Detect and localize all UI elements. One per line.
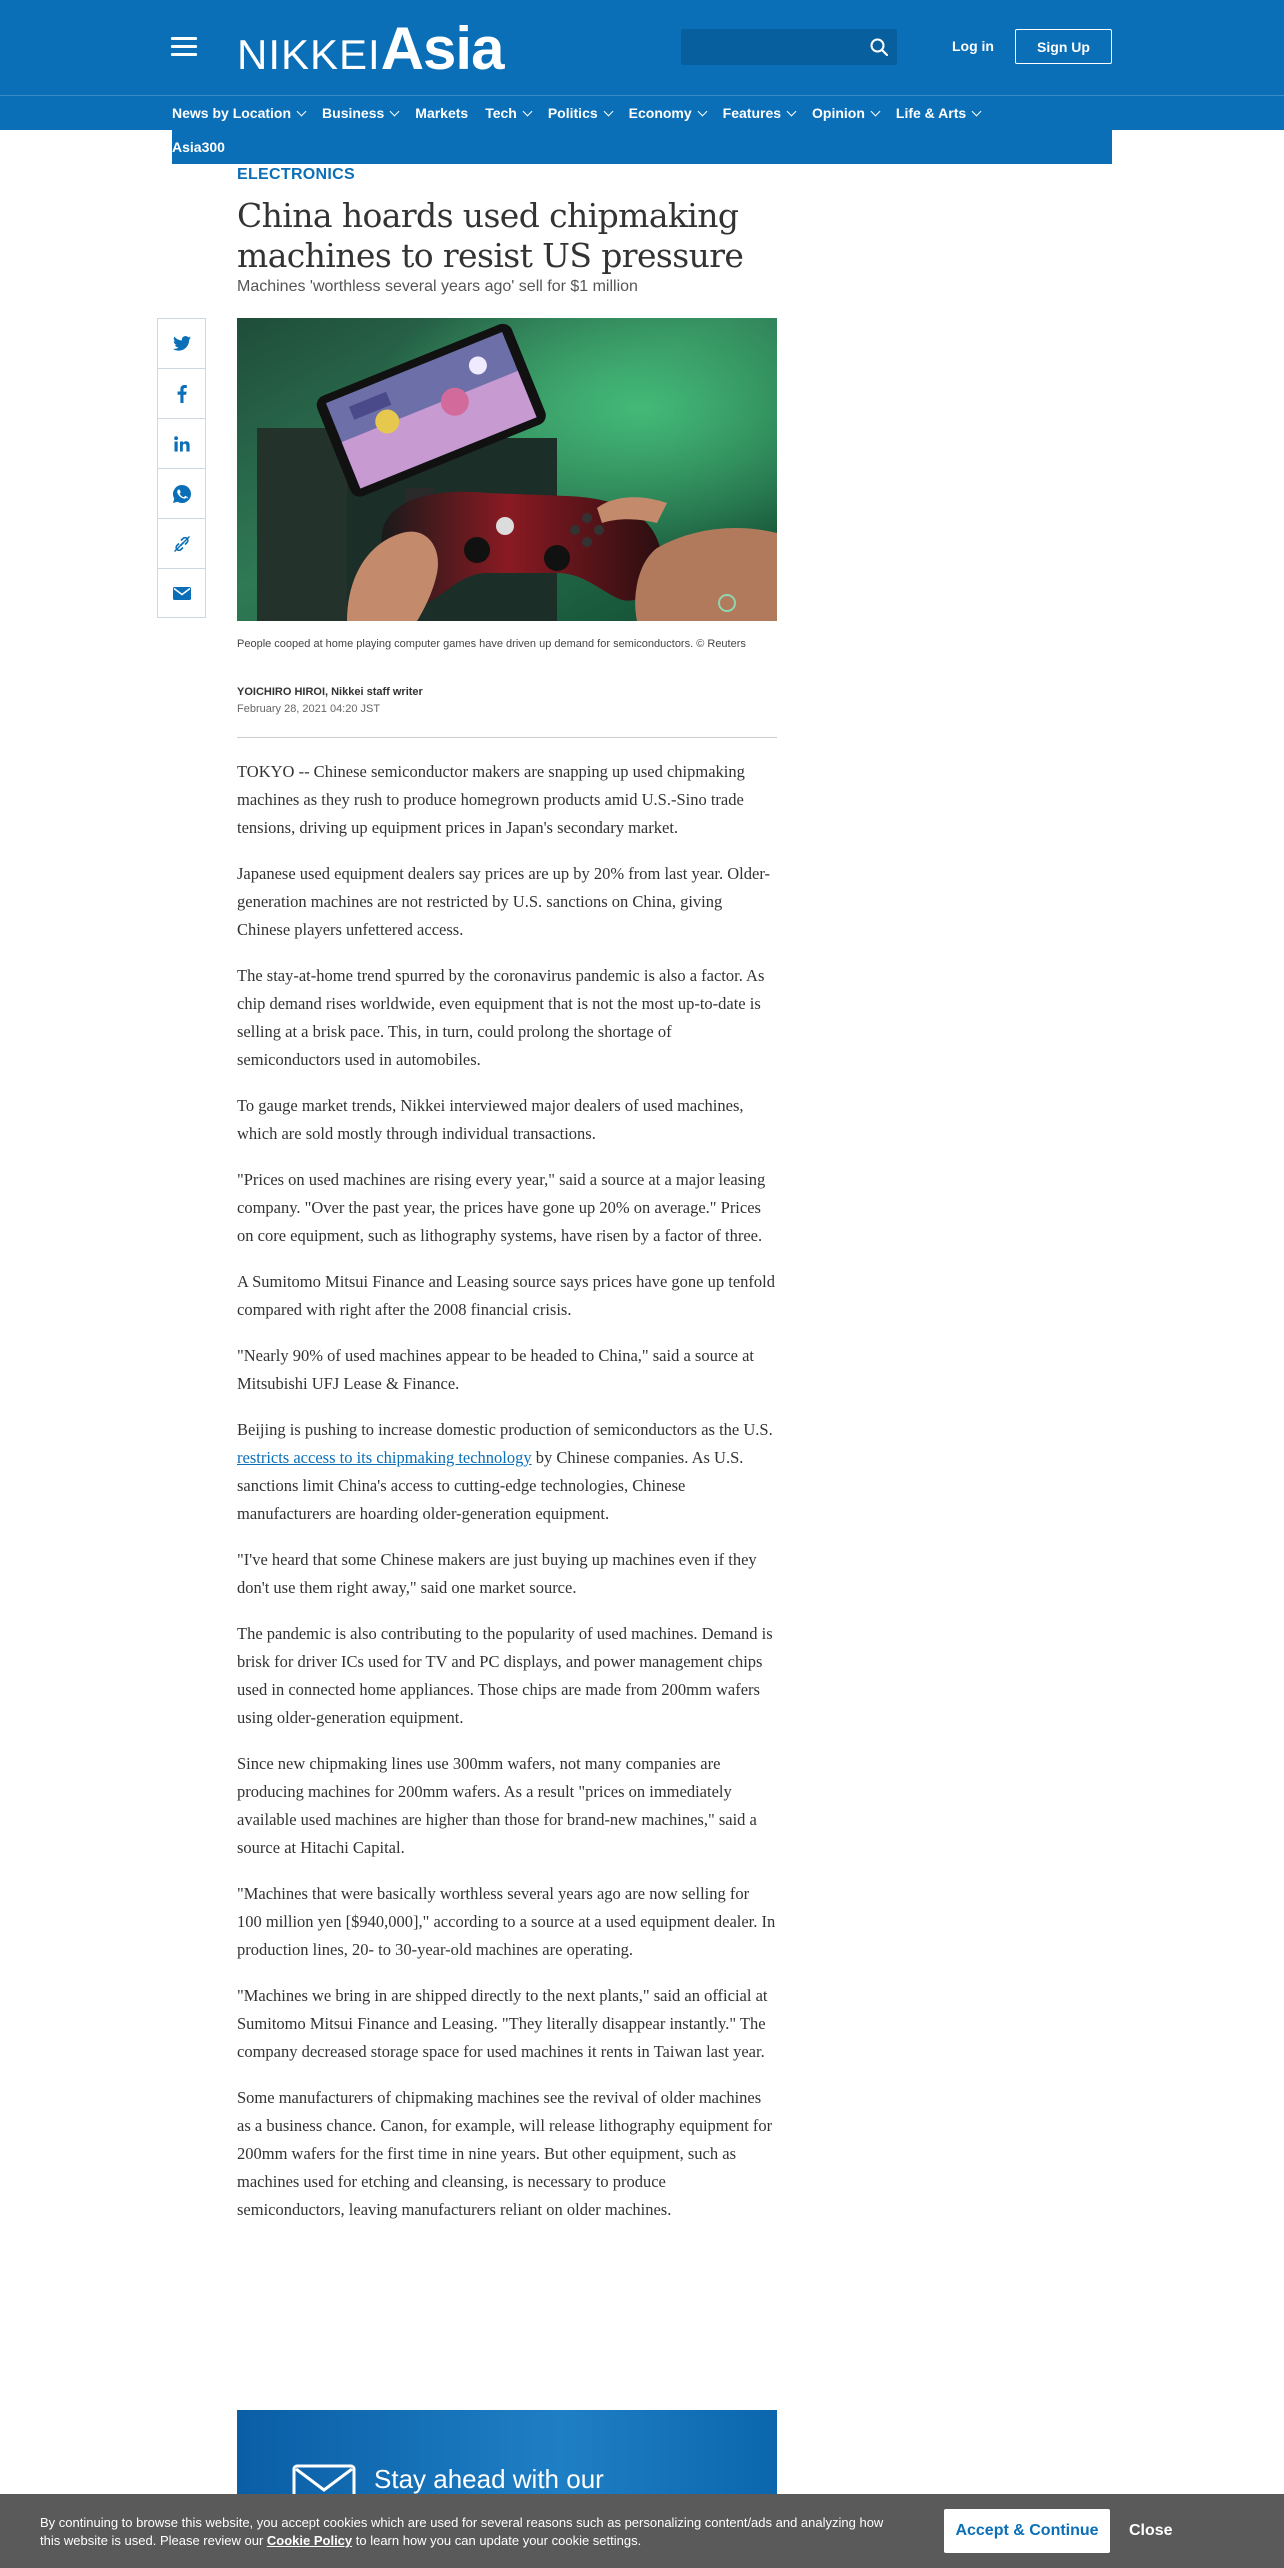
search-input[interactable] (681, 29, 897, 65)
nav-item-features[interactable] (723, 105, 795, 121)
twitter-icon (173, 336, 191, 351)
cookie-banner (0, 2494, 1284, 2568)
logo-nikkei: NIKKEI (237, 31, 381, 78)
nav-item-politics[interactable] (548, 105, 612, 121)
article-body (237, 758, 777, 2242)
nav-item-tech[interactable] (485, 105, 531, 121)
nav-item-opinion[interactable] (812, 105, 879, 121)
whatsapp-icon (173, 485, 191, 503)
nav-item-label: News by Location (172, 105, 292, 121)
logo-asia: Asia (380, 15, 504, 82)
article-kicker[interactable]: ELECTRONICS (237, 166, 355, 183)
article-photo[interactable] (237, 318, 777, 621)
nav-item-life-arts[interactable] (896, 105, 980, 121)
nav-item-label: Business (322, 105, 385, 121)
sub-nav (172, 130, 1112, 164)
paragraph-text: Beijing is pushing to increase domestic production of semiconductors as the U.S. (237, 1420, 773, 1439)
nav-item-label: Economy (628, 105, 692, 121)
cookie-text: to learn how you can update your cookie settings. (352, 2533, 642, 2548)
article-subhead: Machines 'worthless several years ago' sell for $1 million (237, 278, 638, 295)
paragraph: "Prices on used machines are rising every year," said a source at a major leasing company. "Over the past year, the prices have gone up 20% on average." Prices on core equipment, such as lithography systems, have risen by a factor of three. (237, 1170, 766, 1245)
paragraph: The pandemic is also contributing to the popularity of used machines. Demand is brisk for driver ICs used for TV and PC displays, and power management chips used in connected home appliances. Those chips are made from 200mm wafers using older-generation equipment. (237, 1624, 773, 1727)
menu-icon[interactable] (171, 37, 197, 57)
chevron-down-icon (787, 107, 797, 117)
article-headline: China hoards used chipmaking machines to resist US pressure (237, 196, 744, 275)
linkedin-icon (174, 436, 190, 452)
paragraph: Some manufacturers of chipmaking machines see the revival of older machines as a business chance. Canon, for example, will release lithography equipment for 200mm wafers for the first time in nine years. But other equipment, such as machines used for etching and cleansing, is necessary to produce semiconductors, leaving manufacturers reliant on older machines. (237, 2088, 773, 2219)
link-icon (173, 535, 191, 553)
signup-button[interactable]: Sign Up (1015, 29, 1112, 64)
paragraph: The stay-at-home trend spurred by the coronavirus pandemic is also a factor. As chip demand rises worldwide, even equipment that is not the most up-to-date is selling at a brisk pace. This, in turn, could prolong the shortage of semiconductors used in automobiles. (237, 966, 765, 1069)
nav-item-label: Features (722, 105, 782, 121)
chevron-down-icon (297, 107, 307, 117)
whatsapp-share-button[interactable] (157, 468, 206, 518)
share-bar (157, 318, 206, 618)
nav-item-label: Markets (415, 105, 469, 121)
paragraph: A Sumitomo Mitsui Finance and Leasing source says prices have gone up tenfold compared with right after the 2008 financial crisis. (237, 1272, 775, 1319)
cookie-text: By continuing to browse this website, you accept cookies which are used for several reasons such as personalizing content/ads and analyzing how this website is used. Please review our (40, 2515, 884, 2548)
nav-item-economy[interactable] (629, 105, 706, 121)
email-share-button[interactable] (157, 568, 206, 618)
paragraph: Japanese used equipment dealers say prices are up by 20% from last year. Older-generation machines are not restricted by U.S. sanctions on China, giving Chinese players unfettered access. (237, 864, 770, 939)
paragraph: TOKYO -- Chinese semiconductor makers are snapping up used chipmaking machines as they rush to produce homegrown products amid U.S.-Sino trade tensions, driving up equipment prices in Japan's secondary market. (237, 762, 745, 837)
photo-caption: People cooped at home playing computer games have driven up demand for semiconductors. © Reuters (237, 638, 746, 650)
divider (237, 737, 777, 738)
twitter-share-button[interactable] (157, 318, 206, 368)
paragraph: "Machines that were basically worthless several years ago are now selling for 100 million yen [$940,000]," according to a source at a used equipment dealer. In production lines, 20- to 30-year-old machines are operating. (237, 1884, 776, 1959)
publish-date: February 28, 2021 04:20 JST (237, 703, 381, 715)
paragraph (237, 1416, 777, 1528)
cookie-policy-link[interactable]: Cookie Policy (266, 2533, 353, 2548)
copy-link-button[interactable] (157, 518, 206, 568)
nav-item-markets[interactable] (415, 105, 468, 121)
nav-item-label: Life & Arts (895, 105, 967, 121)
linkedin-share-button[interactable] (157, 418, 206, 468)
site-header (0, 0, 1284, 95)
paragraph: "Nearly 90% of used machines appear to be headed to China," said a source at Mitsubishi UFJ Lease & Finance. (237, 1346, 754, 1393)
main-nav (0, 95, 1284, 130)
facebook-share-button[interactable] (157, 368, 206, 418)
nav-item-label: Politics (547, 105, 598, 121)
cookie-message (40, 2514, 900, 2550)
chevron-down-icon (522, 107, 532, 117)
close-button[interactable]: Close (1129, 2522, 1173, 2539)
email-icon (173, 587, 191, 600)
paragraph: "Machines we bring in are shipped directly to the next plants," said an official at Sumitomo Mitsui Finance and Leasing. "They literally disappear instantly." The company decreased storage space for used machines it rents in Taiwan last year. (237, 1986, 768, 2061)
chevron-down-icon (603, 107, 613, 117)
paragraph: Since new chipmaking lines use 300mm wafers, not many companies are producing machines for 200mm wafers. As a result "prices on immediately available used machines are higher than those for brand-new machines," said a source at Hitachi Capital. (237, 1754, 757, 1857)
search-icon[interactable] (869, 37, 889, 57)
promo-headline: Stay ahead with our (374, 2464, 604, 2494)
paragraph: "I've heard that some Chinese makers are just buying up machines even if they don't use them right away," said one market source. (237, 1550, 757, 1597)
nav-item-asia300[interactable]: Asia300 (172, 139, 225, 155)
nav-item-business[interactable] (322, 105, 398, 121)
nikkei-asia-logo[interactable] (237, 14, 503, 83)
chevron-down-icon (390, 107, 400, 117)
nav-item-news-by-location[interactable] (172, 105, 305, 121)
author-byline[interactable]: YOICHIRO HIROI, Nikkei staff writer (237, 686, 423, 698)
chevron-down-icon (972, 107, 982, 117)
chevron-down-icon (870, 107, 880, 117)
gaming-controller-image (237, 318, 777, 621)
facebook-icon (177, 385, 187, 403)
paragraph: To gauge market trends, Nikkei interviewed major dealers of used machines, which are sold mostly through individual transactions. (237, 1096, 744, 1143)
chevron-down-icon (697, 107, 707, 117)
chip-tech-access-link[interactable]: restricts access to its chipmaking technology (237, 1448, 532, 1467)
login-link[interactable]: Log in (952, 38, 994, 54)
nav-item-label: Opinion (812, 105, 865, 121)
paragraph-text: by Chinese companies. As U.S. sanctions limit China's access to cutting-edge technologies, Chinese manufacturers are hoarding older-generation equipment. (237, 1448, 744, 1523)
nav-item-label: Tech (485, 105, 517, 121)
accept-continue-button[interactable]: Accept & Continue (944, 2509, 1110, 2553)
